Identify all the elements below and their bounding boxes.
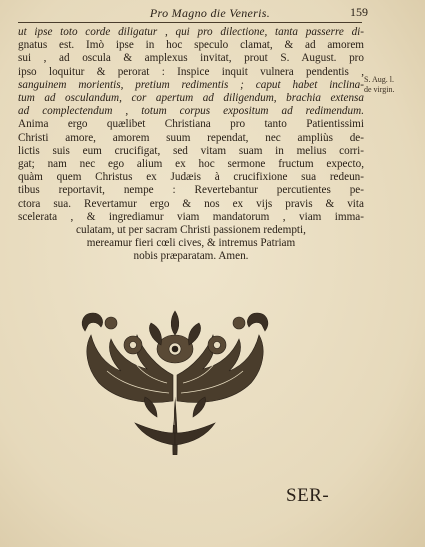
page-number: 159 [350, 5, 368, 19]
text-line: sanguinem morientis, pretium redimentis ; caput habet inclina- [18, 78, 364, 91]
text-line: sui , ad oscula & amplexus invitat, prout S. August. pro [18, 52, 364, 65]
text-line: gnatus est. Imò ipse in hoc speculo clamat, & ad amorem [18, 39, 364, 52]
text-line: ctora sua. Revertamur ergo & nos ex vijs pravis & vita [18, 197, 364, 210]
text-line: lictis suis eum crucifigat, sed vitam suam in melius corri- [18, 144, 364, 157]
text-line: culatam, ut per sacram Christi passionem redempti, [76, 224, 306, 237]
text-line: scelerata , & ingrediamur viam mandatorum , viam imma- [18, 210, 364, 223]
text-line: ipso loquitur & perorat : Inspice inquit vulnera pendentis , [18, 65, 364, 78]
text-line: Anima ergo quælibet Christiana pro tanto Patientissimi [18, 118, 364, 131]
margin-note-line: de virgin. [364, 85, 395, 94]
header-rule [18, 22, 362, 23]
text-line: quàm quem Christus ex Judæis à crucifixione sua redeun- [18, 171, 364, 184]
margin-note [364, 75, 424, 95]
margin-note-line: S. Aug. l. [364, 75, 395, 84]
body-text [18, 26, 364, 264]
text-line: tum ad osculandum, cor apertum ad diligendum, brachia extensa [18, 92, 364, 105]
catchword: SER- [286, 485, 330, 506]
floral-tailpiece-icon [77, 305, 273, 455]
text-line: mereamur fieri cœli cives, & intremus Patriam [86, 237, 296, 250]
running-title: Pro Magno die Veneris. [149, 6, 271, 20]
text-line: nobis præparatam. Amen. [133, 250, 249, 263]
text-line: Christi amore, amorem suum rependat, nec ampliùs de- [18, 131, 364, 144]
text-line: ad complectendum , totum corpus expositum ad redimendum. [18, 105, 364, 118]
text-line: tibus reportavit, nempe : Revertebantur percutientes pe- [18, 184, 364, 197]
text-line: gat; nam nec ego alium ex hoc sermone fructum expecto, [18, 158, 364, 171]
text-line: ut ipse toto corde diligatur , qui pro dilectione, tanta passerre di- [18, 26, 364, 38]
